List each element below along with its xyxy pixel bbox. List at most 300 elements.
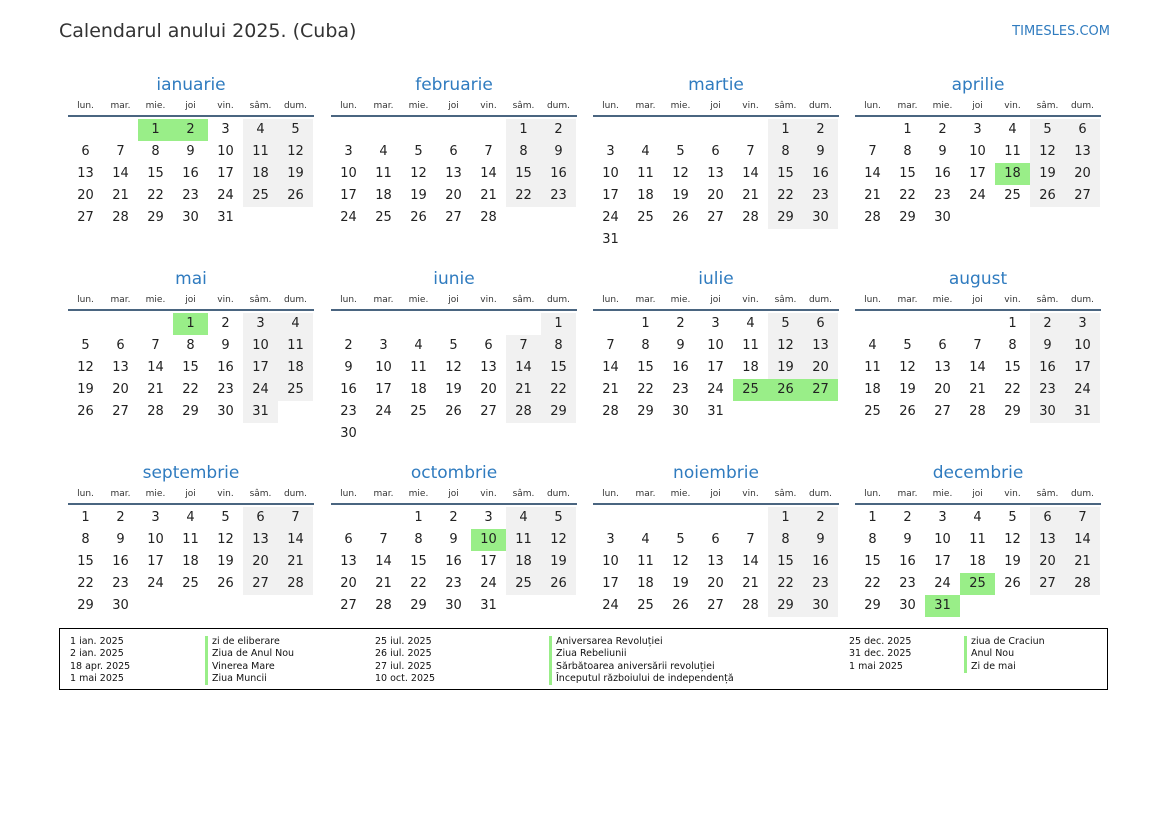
day-cell: 6 (938, 338, 947, 353)
month-iulie (593, 268, 839, 423)
day-cell: 8 (768, 529, 803, 551)
weekday-name: mie. (145, 100, 166, 111)
day-cell: 4 (641, 144, 650, 159)
day-cell: 2 (938, 122, 947, 137)
day-cell: 9 (116, 532, 125, 547)
weekday-name: sâm. (512, 294, 535, 305)
legend-date: 2 ian. 2025 (70, 648, 124, 660)
day-cell: 26 (1030, 185, 1065, 207)
day-cell: 11 (969, 532, 986, 547)
empty-cell (436, 313, 471, 335)
day-cell: 11 (243, 141, 278, 163)
weekday-header (855, 290, 1101, 311)
weekday-name: sâm. (512, 488, 535, 499)
day-cell: 8 (768, 141, 803, 163)
day-grid (593, 507, 839, 617)
legend-row (849, 636, 1045, 648)
day-cell: 31 (707, 404, 724, 419)
weekday-name: mie. (670, 100, 691, 111)
legend-row (375, 636, 734, 648)
holiday-day: 26 (768, 379, 803, 401)
day-cell: 27 (1030, 573, 1065, 595)
day-cell: 11 (637, 166, 654, 181)
empty-cell (68, 313, 103, 335)
day-cell: 3 (221, 122, 230, 137)
day-grid (68, 313, 314, 423)
weekday-name: vin. (1004, 488, 1021, 499)
weekday-name: mar. (110, 294, 131, 305)
day-cell: 2 (449, 510, 458, 525)
weekday-name: dum. (546, 294, 571, 305)
day-cell: 8 (81, 532, 90, 547)
weekday-name: lun. (864, 488, 881, 499)
month-name: noiembrie (673, 463, 759, 483)
day-cell: 4 (379, 144, 388, 159)
day-cell: 19 (445, 382, 462, 397)
day-cell: 1 (541, 313, 576, 335)
day-cell: 24 (243, 379, 278, 401)
weekday-name: vin. (480, 488, 497, 499)
month-name: mai (175, 269, 207, 289)
month-name: martie (688, 75, 744, 95)
day-cell: 20 (340, 576, 357, 591)
day-cell: 4 (506, 507, 541, 529)
legend-row (70, 661, 294, 673)
weekday-name: mie. (670, 488, 691, 499)
day-cell: 5 (414, 144, 423, 159)
day-cell: 6 (243, 507, 278, 529)
day-cell: 27 (77, 210, 94, 225)
day-cell: 24 (147, 576, 164, 591)
day-cell: 31 (480, 598, 497, 613)
weekday-name: mar. (110, 488, 131, 499)
day-cell: 21 (742, 576, 759, 591)
day-cell: 28 (969, 404, 986, 419)
weekday-name: joi (710, 488, 721, 499)
day-cell: 5 (541, 507, 576, 529)
legend-date: 26 iul. 2025 (375, 648, 432, 660)
day-cell: 25 (864, 404, 881, 419)
legend-holiday: Aniversarea Revoluției (549, 636, 663, 648)
legend-date: 31 dec. 2025 (849, 648, 912, 660)
day-cell: 8 (903, 144, 912, 159)
day-cell: 7 (868, 144, 877, 159)
weekday-header (593, 96, 839, 117)
day-cell: 14 (742, 554, 759, 569)
day-cell: 17 (480, 554, 497, 569)
day-cell: 20 (445, 188, 462, 203)
day-cell: 6 (81, 144, 90, 159)
day-cell: 31 (217, 210, 234, 225)
day-cell: 17 (707, 360, 724, 375)
empty-cell (436, 119, 471, 141)
day-cell: 10 (217, 144, 234, 159)
day-cell: 26 (672, 210, 689, 225)
day-cell: 17 (340, 188, 357, 203)
day-cell: 14 (969, 360, 986, 375)
weekday-name: vin. (217, 100, 234, 111)
weekday-name: lun. (864, 294, 881, 305)
day-cell: 22 (899, 188, 916, 203)
day-cell: 29 (147, 210, 164, 225)
site-link[interactable]: TIMESLES.COM (1012, 24, 1110, 39)
empty-cell (855, 119, 890, 141)
day-cell: 20 (243, 551, 278, 573)
day-cell: 20 (1065, 163, 1100, 185)
holiday-day: 31 (925, 595, 960, 617)
day-cell: 2 (116, 510, 125, 525)
day-cell: 9 (344, 360, 353, 375)
empty-cell (925, 313, 960, 335)
day-cell: 16 (445, 554, 462, 569)
day-cell: 16 (182, 166, 199, 181)
legend-row (375, 648, 734, 660)
day-cell: 25 (637, 210, 654, 225)
day-cell: 20 (77, 188, 94, 203)
legend-holiday: Sărbătoarea aniversării revoluției (549, 661, 715, 673)
day-cell: 5 (903, 338, 912, 353)
weekday-name: mie. (145, 488, 166, 499)
day-cell: 26 (541, 573, 576, 595)
day-cell: 19 (410, 188, 427, 203)
day-cell: 16 (112, 554, 129, 569)
weekday-name: vin. (1004, 100, 1021, 111)
day-cell: 16 (1030, 357, 1065, 379)
holiday-day: 2 (173, 119, 208, 141)
empty-cell (366, 507, 401, 529)
weekday-name: mar. (110, 100, 131, 111)
day-cell: 12 (77, 360, 94, 375)
day-cell: 15 (541, 357, 576, 379)
day-cell: 24 (375, 404, 392, 419)
day-cell: 19 (1030, 163, 1065, 185)
empty-cell (366, 119, 401, 141)
weekday-name: lun. (77, 294, 94, 305)
holiday-day: 10 (471, 529, 506, 551)
empty-cell (663, 119, 698, 141)
day-cell: 30 (340, 426, 357, 441)
day-cell: 29 (768, 207, 803, 229)
holiday-day: 1 (138, 119, 173, 141)
empty-cell (593, 313, 628, 335)
empty-cell (331, 507, 366, 529)
day-cell: 3 (711, 316, 720, 331)
day-cell: 13 (480, 360, 497, 375)
day-cell: 17 (602, 576, 619, 591)
month-aprilie (855, 74, 1101, 229)
day-grid (68, 119, 314, 229)
day-cell: 12 (445, 360, 462, 375)
day-cell: 21 (112, 188, 129, 203)
day-cell: 23 (340, 404, 357, 419)
day-cell: 24 (217, 188, 234, 203)
day-cell: 24 (934, 576, 951, 591)
weekday-header (68, 484, 314, 505)
day-cell: 17 (1065, 357, 1100, 379)
day-cell: 18 (969, 554, 986, 569)
day-cell: 9 (803, 141, 838, 163)
day-cell: 2 (803, 119, 838, 141)
day-cell: 10 (707, 338, 724, 353)
day-cell: 19 (278, 163, 313, 185)
weekday-name: lun. (602, 488, 619, 499)
day-cell: 10 (602, 554, 619, 569)
day-cell: 10 (375, 360, 392, 375)
weekday-name: lun. (602, 294, 619, 305)
empty-cell (103, 119, 138, 141)
empty-cell (663, 507, 698, 529)
day-cell: 8 (414, 532, 423, 547)
weekday-header (68, 96, 314, 117)
weekday-name: mie. (932, 488, 953, 499)
day-cell: 6 (1065, 119, 1100, 141)
day-cell: 11 (1004, 144, 1021, 159)
weekday-name: lun. (340, 488, 357, 499)
day-cell: 26 (77, 404, 94, 419)
weekday-name: dum. (283, 488, 308, 499)
month-decembrie (855, 462, 1101, 617)
day-cell: 9 (676, 338, 685, 353)
day-cell: 8 (151, 144, 160, 159)
holiday-day: 27 (803, 379, 838, 401)
day-cell: 19 (77, 382, 94, 397)
day-cell: 28 (602, 404, 619, 419)
day-cell: 9 (221, 338, 230, 353)
weekday-name: joi (448, 294, 459, 305)
day-cell: 29 (637, 404, 654, 419)
day-cell: 31 (1065, 401, 1100, 423)
legend-holiday: ziua de Craciun (964, 636, 1045, 648)
month-name: septembrie (142, 463, 240, 483)
day-cell: 9 (803, 529, 838, 551)
weekday-name: mie. (145, 294, 166, 305)
day-cell: 6 (344, 532, 353, 547)
day-grid (855, 507, 1101, 617)
day-cell: 3 (344, 144, 353, 159)
day-cell: 4 (414, 338, 423, 353)
weekday-name: sâm. (1036, 100, 1059, 111)
day-cell: 9 (186, 144, 195, 159)
day-cell: 27 (1065, 185, 1100, 207)
day-grid (331, 119, 577, 229)
legend-row (70, 636, 294, 648)
day-cell: 12 (768, 335, 803, 357)
day-cell: 24 (969, 188, 986, 203)
weekday-name: joi (448, 488, 459, 499)
weekday-name: vin. (1004, 294, 1021, 305)
weekday-name: sâm. (774, 488, 797, 499)
day-cell: 6 (484, 338, 493, 353)
day-cell: 5 (676, 144, 685, 159)
day-cell: 12 (672, 554, 689, 569)
day-cell: 13 (340, 554, 357, 569)
weekday-name: sâm. (1036, 488, 1059, 499)
month-august (855, 268, 1101, 423)
day-cell: 24 (1065, 379, 1100, 401)
day-cell: 24 (602, 210, 619, 225)
month-octombrie (331, 462, 577, 617)
weekday-header (331, 290, 577, 311)
legend-holiday: Ziua Muncii (205, 673, 267, 685)
day-cell: 5 (449, 338, 458, 353)
weekday-name: joi (972, 100, 983, 111)
day-cell: 16 (934, 166, 951, 181)
weekday-name: joi (448, 100, 459, 111)
day-cell: 27 (707, 210, 724, 225)
weekday-name: mie. (670, 294, 691, 305)
weekday-name: sâm. (774, 100, 797, 111)
weekday-name: vin. (742, 294, 759, 305)
day-cell: 13 (934, 360, 951, 375)
day-cell: 30 (934, 210, 951, 225)
legend-row (849, 661, 1045, 673)
day-cell: 16 (899, 554, 916, 569)
day-cell: 25 (375, 210, 392, 225)
day-cell: 22 (768, 185, 803, 207)
weekday-header (68, 290, 314, 311)
weekday-name: mar. (635, 100, 656, 111)
day-cell: 10 (969, 144, 986, 159)
day-cell: 20 (707, 576, 724, 591)
holiday-day: 1 (173, 313, 208, 335)
day-cell: 19 (899, 382, 916, 397)
day-cell: 15 (506, 163, 541, 185)
day-cell: 22 (541, 379, 576, 401)
day-cell: 18 (637, 188, 654, 203)
day-cell: 28 (375, 598, 392, 613)
legend-row (70, 648, 294, 660)
day-cell: 22 (1004, 382, 1021, 397)
day-cell: 15 (768, 551, 803, 573)
weekday-name: dum. (283, 294, 308, 305)
day-cell: 4 (746, 316, 755, 331)
weekday-name: mar. (373, 100, 394, 111)
day-cell: 28 (147, 404, 164, 419)
day-cell: 7 (606, 338, 615, 353)
day-cell: 4 (186, 510, 195, 525)
weekday-header (855, 484, 1101, 505)
day-cell: 28 (742, 210, 759, 225)
weekday-name: lun. (77, 488, 94, 499)
day-cell: 1 (414, 510, 423, 525)
day-cell: 10 (934, 532, 951, 547)
day-cell: 15 (864, 554, 881, 569)
day-cell: 21 (506, 379, 541, 401)
empty-cell (331, 119, 366, 141)
empty-cell (698, 119, 733, 141)
day-cell: 28 (506, 401, 541, 423)
day-cell: 30 (445, 598, 462, 613)
day-cell: 31 (243, 401, 278, 423)
day-cell: 28 (278, 573, 313, 595)
day-cell: 4 (278, 313, 313, 335)
day-grid (68, 507, 314, 617)
day-cell: 17 (375, 382, 392, 397)
day-cell: 7 (484, 144, 493, 159)
empty-cell (593, 507, 628, 529)
weekday-name: joi (710, 100, 721, 111)
day-cell: 26 (217, 576, 234, 591)
legend-date: 27 iul. 2025 (375, 660, 432, 672)
day-cell: 6 (449, 144, 458, 159)
day-cell: 15 (899, 166, 916, 181)
empty-cell (890, 313, 925, 335)
weekday-name: joi (185, 488, 196, 499)
day-cell: 20 (1030, 551, 1065, 573)
weekday-name: mar. (373, 488, 394, 499)
day-cell: 16 (340, 382, 357, 397)
day-cell: 16 (803, 163, 838, 185)
day-cell: 5 (81, 338, 90, 353)
day-cell: 22 (864, 576, 881, 591)
day-cell: 19 (768, 357, 803, 379)
day-cell: 17 (969, 166, 986, 181)
day-cell: 23 (672, 382, 689, 397)
day-cell: 10 (1065, 335, 1100, 357)
empty-cell (506, 313, 541, 335)
empty-cell (331, 313, 366, 335)
day-cell: 30 (899, 598, 916, 613)
month-septembrie (68, 462, 314, 617)
day-cell: 16 (672, 360, 689, 375)
day-cell: 3 (151, 510, 160, 525)
day-cell: 12 (278, 141, 313, 163)
weekday-name: vin. (480, 294, 497, 305)
day-cell: 29 (77, 598, 94, 613)
day-cell: 20 (707, 188, 724, 203)
day-cell: 4 (641, 532, 650, 547)
weekday-header (331, 96, 577, 117)
month-name: octombrie (410, 463, 498, 483)
legend-date: 1 mai 2025 (849, 660, 903, 672)
day-cell: 3 (606, 532, 615, 547)
day-grid (855, 119, 1101, 229)
day-cell: 6 (1030, 507, 1065, 529)
day-cell: 14 (278, 529, 313, 551)
day-cell: 11 (410, 360, 427, 375)
day-cell: 10 (243, 335, 278, 357)
weekday-name: joi (185, 100, 196, 111)
day-cell: 8 (186, 338, 195, 353)
weekday-name: mie. (932, 294, 953, 305)
day-cell: 9 (541, 141, 576, 163)
day-cell: 29 (864, 598, 881, 613)
day-cell: 13 (1030, 529, 1065, 551)
day-cell: 22 (506, 185, 541, 207)
empty-cell (733, 119, 768, 141)
weekday-name: vin. (217, 294, 234, 305)
day-cell: 5 (768, 313, 803, 335)
weekday-name: mie. (932, 100, 953, 111)
day-cell: 20 (480, 382, 497, 397)
day-cell: 25 (410, 404, 427, 419)
day-cell: 27 (243, 573, 278, 595)
empty-cell (960, 313, 995, 335)
empty-cell (471, 119, 506, 141)
empty-cell (366, 313, 401, 335)
day-cell: 6 (711, 144, 720, 159)
day-cell: 7 (278, 507, 313, 529)
day-cell: 13 (803, 335, 838, 357)
weekday-name: joi (972, 488, 983, 499)
day-cell: 25 (182, 576, 199, 591)
day-cell: 8 (641, 338, 650, 353)
day-cell: 24 (340, 210, 357, 225)
day-cell: 5 (1008, 510, 1017, 525)
day-cell: 13 (112, 360, 129, 375)
day-cell: 30 (803, 595, 838, 617)
weekday-name: vin. (217, 488, 234, 499)
